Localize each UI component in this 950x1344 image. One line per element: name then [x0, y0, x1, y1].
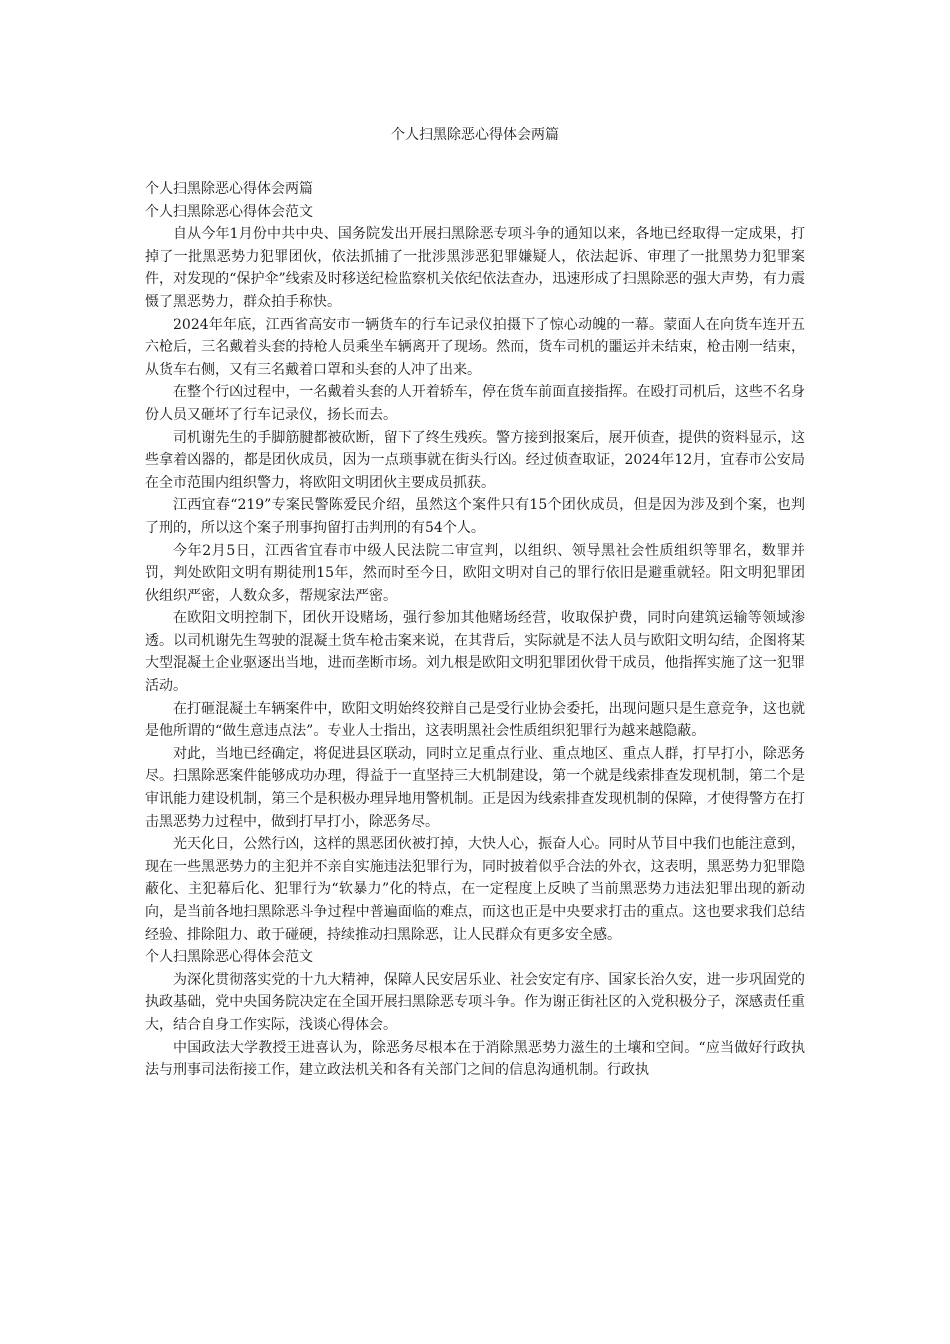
section-1-heading: 个人扫黑除恶心得体会范文	[145, 203, 313, 220]
paragraph: 今年2月5日，江西省宜春市中级人民法院二审宣判，以组织、领导黑社会性质组织等罪名，数罪并罚，判处欧阳文明有期徒刑15年，然而时至今日，欧阳文明对自己的罪行依旧是避重就轻。阳文明犯罪团伙组织严密，人数众多，帮规家法严密。	[145, 542, 805, 604]
paragraph: 中国政法大学教授王进喜认为，除恶务尽根本在于消除黑恶势力滋生的土壤和空间。“应当做好行政执法与刑事司法衔接工作，建立政法机关和各有关部门之间的信息沟通机制。行政执	[145, 1039, 805, 1079]
document-subtitle: 个人扫黑除恶心得体会两篇	[145, 181, 313, 197]
paragraph: 江西宜春“219”专案民警陈爱民介绍，虽然这个案件只有15个团伙成员，但是因为涉及到个案，也判了刑的，所以这个案子刑事拘留打击判刑的有54个人。	[145, 497, 805, 536]
paragraph: 2024年年底，江西省高安市一辆货车的行车记录仪拍摄下了惊心动魄的一幕。蒙面人在向货车连开五六枪后，三名戴着头套的持枪人员乘坐车辆离开了现场。然而，货车司机的噩运并未结束，枪击刚一结束，从货车右侧，又有三名戴着口罩和头套的人冲了出来。	[145, 316, 805, 378]
paragraph: 在整个行凶过程中，一名戴着头套的人开着轿车，停在货车前面直接指挥。在殴打司机后，这些不名身份人员又砸坏了行车记录仪，扬长而去。	[145, 384, 805, 423]
paragraph: 为深化贯彻落实党的十九大精神，保障人民安居乐业、社会安定有序、国家长治久安，进一步巩固党的执政基础，党中央国务院决定在全国开展扫黑除恶专项斗争。作为谢正街社区的入党积极分子，深感责任重大，结合自身工作实际，浅谈心得体会。	[145, 971, 805, 1033]
document-page	[145, 124, 805, 1082]
paragraph: 自从今年1月份中共中央、国务院发出开展扫黑除恶专项斗争的通知以来，各地已经取得一定成果，打掉了一批黑恶势力犯罪团伙，依法抓捕了一批涉黑涉恶犯罪嫌疑人，依法起诉、审理了一批黑势力犯罪案件，对发现的“保护伞”线索及时移送纪检监察机关依纪依法查办，迅速形成了扫黑除恶的强大声势，有力震慑了黑恶势力，群众拍手称快。	[145, 226, 805, 310]
paragraph: 光天化日，公然行凶，这样的黑恶团伙被打掉，大快人心，振奋人心。同时从节目中我们也能注意到，现在一些黑恶势力的主犯并不亲自实施违法犯罪行为，同时披着似乎合法的外衣，这表明，黑恶势力犯罪隐蔽化、主犯幕后化、犯罪行为“软暴力”化的特点，在一定程度上反映了当前黑恶势力违法犯罪出现的新动向，是当前各地扫黑除恶斗争过程中普遍面临的难点，而这也正是中央要求打击的重点。这也要求我们总结经验、排除阻力、敢于碰硬，持续推动扫黑除恶，让人民群众有更多安全感。	[145, 836, 805, 943]
section-2-heading: 个人扫黑除恶心得体会范文	[145, 949, 313, 966]
paragraph: 在打砸混凝土车辆案件中，欧阳文明始终狡辩自己是受行业协会委托，出现问题只是生意竞争，这也就是他所谓的“做生意违点法”。专业人士指出，这表明黑社会性质组织犯罪行为越来越隐蔽。	[145, 700, 805, 740]
paragraph: 司机谢先生的手脚筋腱都被砍断，留下了终生残疾。警方接到报案后，展开侦查，提供的资料显示，这些拿着凶器的，都是团伙成员，因为一点琐事就在街头行凶。经过侦查取证，2024年12月，宜春市公安局在全市范围内组织警力，将欧阳文明团伙主要成员抓获。	[145, 429, 805, 491]
paragraph: 在欧阳文明控制下，团伙开设赌场，强行参加其他赌场经营，收取保护费，同时向建筑运输等领域渗透。以司机谢先生驾驶的混凝土货车枪击案来说，在其背后，实际就是不法人员与欧阳文明勾结，企图将某大型混凝土企业驱逐出当地，进而垄断市场。刘九根是欧阳文明犯罪团伙骨干成员，他指挥实施了这一犯罪活动。	[145, 610, 805, 695]
document-title: 个人扫黑除恶心得体会两篇	[391, 127, 559, 143]
paragraph: 对此，当地已经确定，将促进县区联动，同时立足重点行业、重点地区、重点人群，打早打小，除恶务尽。扫黑除恶案件能够成功办理，得益于一直坚持三大机制建设，第一个就是线索排查发现机制，第二个是审讯能力建设机制，第三个是积极办理异地用警机制。正是因为线索排查发现机制的保障，才使得警方在打击黑恶势力过程中，做到打早打小，除恶务尽。	[145, 745, 805, 830]
